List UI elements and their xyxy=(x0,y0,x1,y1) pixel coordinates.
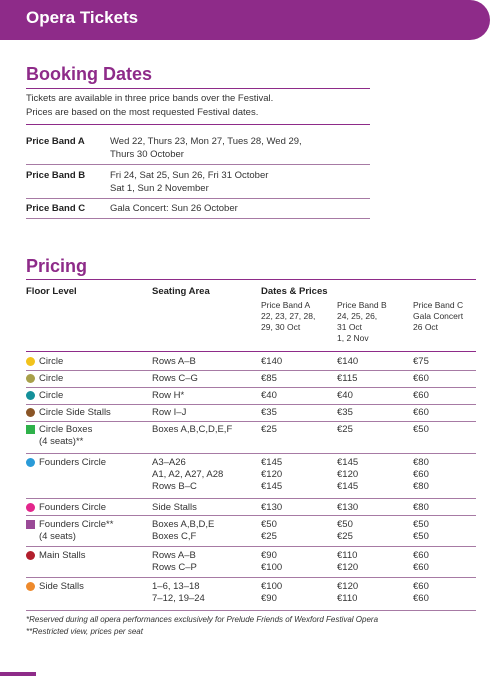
booking-intro-line1: Tickets are available in three price bands over the Festival. xyxy=(26,93,274,104)
price-band-c-dates: Gala Concert: Sun 26 October xyxy=(110,203,238,214)
price-band-b-cell: €145 €120 €145 xyxy=(337,457,359,492)
price-band-b-cell: €130 xyxy=(337,502,359,513)
footnote-restricted: **Restricted view, prices per seat xyxy=(26,627,143,636)
price-band-c-cell: €60 €60 xyxy=(413,581,429,604)
price-band-c-cell: €80 €60 €80 xyxy=(413,457,429,492)
price-band-c-cell: €80 xyxy=(413,502,429,513)
color-dot-icon xyxy=(26,391,35,400)
seating-area-cell: Boxes A,B,C,D,E,F xyxy=(152,424,233,435)
price-band-c-cell: €60 xyxy=(413,407,429,418)
seating-area-cell: Row H* xyxy=(152,390,185,401)
floor-level-label: Founders Circle** (4 seats) xyxy=(39,519,114,542)
row-divider xyxy=(26,577,476,578)
seating-area-cell: 1–6, 13–18 7–12, 19–24 xyxy=(152,581,205,604)
color-dot-icon xyxy=(26,582,35,591)
row-divider xyxy=(26,421,476,422)
floor-level-label: Circle xyxy=(39,390,64,401)
color-dot-icon xyxy=(26,458,35,467)
booking-intro-rule xyxy=(26,124,370,125)
floor-level-label: Founders Circle xyxy=(39,457,107,468)
color-square-icon xyxy=(26,425,35,434)
seating-area-cell: Row I–J xyxy=(152,407,187,418)
price-band-a-cell: €130 xyxy=(261,502,283,513)
price-band-b-cell: €25 xyxy=(337,424,353,435)
price-band-a-cell: €50 €25 xyxy=(261,519,277,542)
col-seating-area: Seating Area xyxy=(152,286,210,297)
floor-level-label: Circle Boxes (4 seats)** xyxy=(39,424,93,447)
band-divider xyxy=(26,198,370,199)
color-dot-icon xyxy=(26,551,35,560)
color-dot-icon xyxy=(26,503,35,512)
seating-area-cell: Rows A–B xyxy=(152,356,196,367)
price-band-c-cell: €60 xyxy=(413,373,429,384)
booking-intro xyxy=(26,92,376,120)
price-band-c-cell: €50 xyxy=(413,424,429,435)
col-band-b: Price Band B 24, 25, 26, 31 Oct 1, 2 Nov xyxy=(337,300,387,343)
pricing-rule xyxy=(26,279,476,280)
seating-area-cell: Rows C–G xyxy=(152,373,198,384)
price-band-a-label: Price Band A xyxy=(26,136,85,147)
price-band-b-cell: €35 xyxy=(337,407,353,418)
band-divider xyxy=(26,218,370,219)
col-band-c: Price Band C Gala Concert 26 Oct xyxy=(413,300,464,332)
price-band-c-cell: €60 €60 xyxy=(413,550,429,573)
row-divider xyxy=(26,515,476,516)
color-dot-icon xyxy=(26,408,35,417)
seating-area-cell: Boxes A,B,D,E Boxes C,F xyxy=(152,519,215,542)
col-floor-level: Floor Level xyxy=(26,286,77,297)
price-band-b-cell: €120 €110 xyxy=(337,581,359,604)
price-band-a-cell: €40 xyxy=(261,390,277,401)
price-band-b-label: Price Band B xyxy=(26,170,86,181)
price-band-b-dates: Fri 24, Sat 25, Sun 26, Fri 31 October Sat 1, Sun 2 November xyxy=(110,170,269,194)
price-band-b-cell: €110 €120 xyxy=(337,550,359,573)
booking-dates-heading: Booking Dates xyxy=(26,64,153,84)
row-divider xyxy=(26,546,476,547)
color-dot-icon xyxy=(26,357,35,366)
pricing-heading: Pricing xyxy=(26,256,88,276)
price-band-a-cell: €35 xyxy=(261,407,277,418)
row-divider xyxy=(26,610,476,611)
row-divider xyxy=(26,453,476,454)
floor-level-label: Side Stalls xyxy=(39,581,84,592)
col-band-a: Price Band A 22, 23, 27, 28, 29, 30 Oct xyxy=(261,300,316,332)
seating-area-cell: Rows A–B Rows C–P xyxy=(152,550,197,573)
floor-level-label: Circle xyxy=(39,356,64,367)
price-band-a-cell: €90 €100 xyxy=(261,550,283,573)
price-band-b-cell: €140 xyxy=(337,356,359,367)
price-band-a-cell: €25 xyxy=(261,424,277,435)
seating-area-cell: Side Stalls xyxy=(152,502,197,513)
price-band-a-dates: Wed 22, Thurs 23, Mon 27, Tues 28, Wed 29, Thurs 30 October xyxy=(110,136,302,160)
pricing-header-rule xyxy=(26,351,476,352)
price-band-b-cell: €40 xyxy=(337,390,353,401)
col-dates-prices: Dates & Prices xyxy=(261,286,328,297)
price-band-c-label: Price Band C xyxy=(26,203,86,214)
page-title: Opera Tickets xyxy=(26,8,139,27)
booking-rule xyxy=(26,88,370,89)
price-band-c-cell: €50 €50 xyxy=(413,519,429,542)
price-band-b-cell: €115 xyxy=(337,373,358,384)
price-band-c-cell: €75 xyxy=(413,356,429,367)
header-banner xyxy=(0,0,490,40)
floor-level-label: Circle Side Stalls xyxy=(39,407,111,418)
row-divider xyxy=(26,404,476,405)
footnote-reserved: *Reserved during all opera performances exclusively for Prelude Friends of Wexford Festival Opera xyxy=(26,615,379,624)
price-band-b-cell: €50 €25 xyxy=(337,519,353,542)
price-band-a-cell: €85 xyxy=(261,373,277,384)
floor-level-label: Founders Circle xyxy=(39,502,107,513)
price-band-a-cell: €145 €120 €145 xyxy=(261,457,283,492)
bottom-accent-bar xyxy=(0,672,36,676)
price-band-c-cell: €60 xyxy=(413,390,429,401)
band-divider xyxy=(26,164,370,165)
seating-area-cell: A3–A26 A1, A2, A27, A28 Rows B–C xyxy=(152,457,224,492)
price-band-a-cell: €100 €90 xyxy=(261,581,283,604)
row-divider xyxy=(26,387,476,388)
row-divider xyxy=(26,370,476,371)
floor-level-label: Circle xyxy=(39,373,64,384)
row-divider xyxy=(26,498,476,499)
color-square-icon xyxy=(26,520,35,529)
floor-level-label: Main Stalls xyxy=(39,550,86,561)
price-band-a-cell: €140 xyxy=(261,356,283,367)
booking-intro-line2: Prices are based on the most requested Festival dates. xyxy=(26,107,259,118)
color-dot-icon xyxy=(26,374,35,383)
